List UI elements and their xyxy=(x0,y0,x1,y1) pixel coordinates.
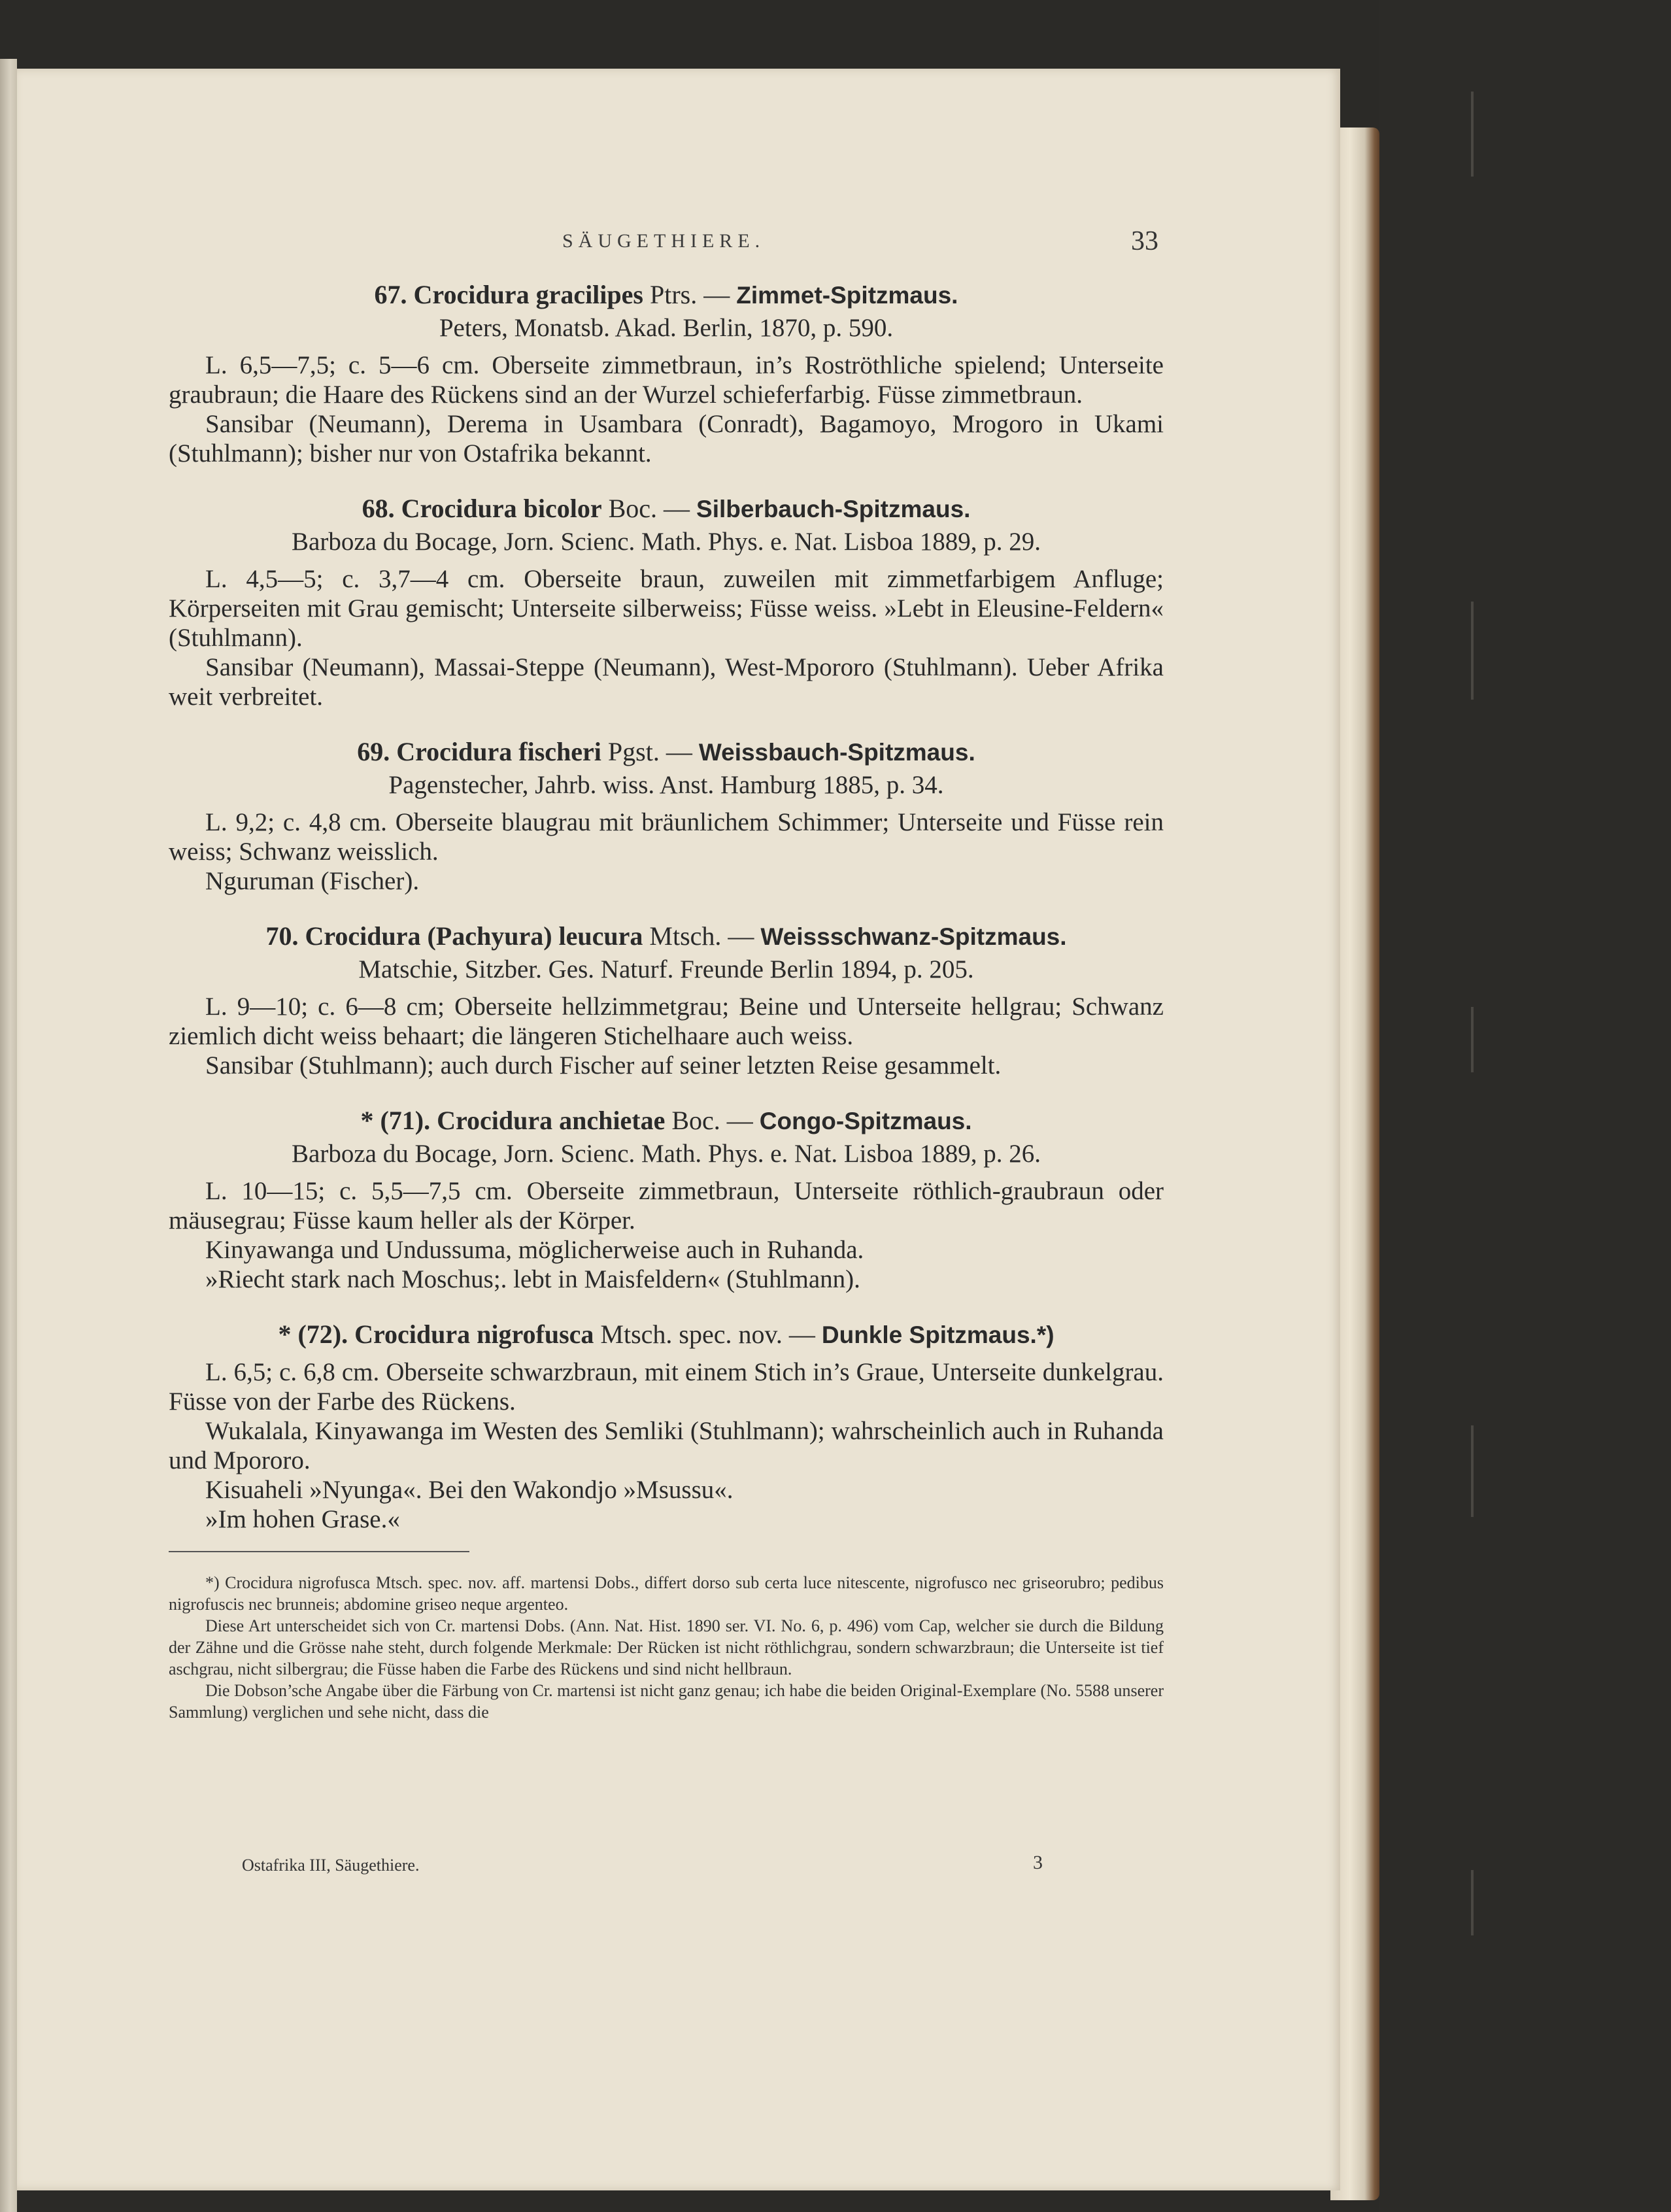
running-head: SÄUGETHIERE. xyxy=(562,230,766,252)
entry-heading: * (72). Crocidura nigrofusca Mtsch. spec. nov. — Dunkle Spitzmaus.*) xyxy=(278,1319,1055,1349)
reference: Peters, Monatsb. Akad. Berlin, 1870, p. 590. xyxy=(439,314,894,342)
description: L. 9—10; c. 6—8 cm; Oberseite hellzimmetgrau; Beine und Unterseite hellgrau; Schwanz ziemlich dicht weiss behaart; die längeren Stichelhaare auch weiss. xyxy=(169,993,1164,1050)
author: Mtsch. spec. nov. xyxy=(600,1319,783,1349)
distribution: Sansibar (Stuhlmann); auch durch Fischer auf seiner letzten Reise gesammelt. xyxy=(205,1051,1002,1080)
author: Boc. xyxy=(608,494,658,523)
common-name: Silberbauch-Spitzmaus. xyxy=(696,496,971,522)
page-number: 33 xyxy=(1131,226,1158,256)
margin-mark xyxy=(1471,1870,1474,1935)
footnote: *) Crocidura nigrofusca Mtsch. spec. nov. aff. martensi Dobs., differt dorso sub certa luce nitescente, nigrofusco nec griseorubro; pedibus nigrofuscis nec brunneis; abdomine griseo neque argenteo. xyxy=(169,1573,1164,1614)
latin-name: Crocidura anchietae xyxy=(437,1106,666,1135)
entry-heading: 67. Crocidura gracilipes Ptrs. — Zimmet-Spitzmaus. xyxy=(374,280,958,309)
description: L. 6,5; c. 6,8 cm. Oberseite schwarzbraun, mit einem Stich in’s Graue, Unterseite dunkelgrau. Füsse von der Farbe des Rückens. xyxy=(169,1358,1164,1416)
common-name: Weissschwanz-Spitzmaus. xyxy=(760,923,1067,950)
signature-number: 3 xyxy=(1033,1852,1043,1873)
margin-mark xyxy=(1471,602,1474,700)
background xyxy=(1379,0,1671,2212)
description: L. 6,5—7,5; c. 5—6 cm. Oberseite zimmetbraun, in’s Roströthliche spielend; Unterseite graubraun; die Haare des Rückens sind an der Wurzel schieferfarbig. Füsse zimmetbraun. xyxy=(169,351,1164,409)
left-page-edge xyxy=(0,59,17,2212)
distribution: Sansibar (Neumann), Derema in Usambara (Conradt), Bagamoyo, Mrogoro in Ukami (Stuhlmann); bisher nur von Ostafrika bekannt. xyxy=(169,410,1164,468)
reference: Pagenstecher, Jahrb. wiss. Anst. Hamburg 1885, p. 34. xyxy=(388,771,944,799)
species-entry xyxy=(169,1318,1164,1534)
latin-name: Crocidura nigrofusca xyxy=(354,1319,594,1349)
margin-mark xyxy=(1471,1007,1474,1072)
latin-name: Crocidura gracilipes xyxy=(413,280,643,309)
entry-heading: 68. Crocidura bicolor Boc. — Silberbauch-Spitzmaus. xyxy=(362,494,971,523)
species-entry xyxy=(169,1104,1164,1294)
entry-number: 67. xyxy=(374,280,407,309)
footnote: Die Dobson’sche Angabe über die Färbung von Cr. martensi ist nicht ganz genau; ich habe die beiden Original-Exemplare (No. 5588 unserer Sammlung) verglichen und sehe nicht, dass die xyxy=(169,1681,1164,1722)
body-text xyxy=(169,278,1164,1723)
entry-number: 68. xyxy=(362,494,395,523)
entry-number: * (72). xyxy=(278,1319,348,1349)
distribution: Nguruman (Fischer). xyxy=(205,867,420,895)
common-name: Congo-Spitzmaus. xyxy=(759,1108,972,1134)
description: L. 10—15; c. 5,5—7,5 cm. Oberseite zimmetbraun, Unterseite röthlich-graubraun oder mäusegrau; Füsse kaum heller als der Körper. xyxy=(169,1177,1164,1234)
author: Boc. xyxy=(671,1106,720,1135)
author: Ptrs. xyxy=(649,280,698,309)
common-name: Zimmet-Spitzmaus. xyxy=(736,282,958,309)
species-entry xyxy=(169,492,1164,711)
latin-name: Crocidura fischeri xyxy=(396,737,601,766)
signature-line: Ostafrika III, Säugethiere. xyxy=(242,1856,420,1875)
margin-mark xyxy=(1471,1425,1474,1517)
species-entry xyxy=(169,919,1164,1080)
common-name: Dunkle Spitzmaus.*) xyxy=(821,1321,1055,1348)
entry-number: 69. xyxy=(357,737,390,766)
note: »Im hohen Grase.« xyxy=(205,1505,400,1533)
species-entry xyxy=(169,278,1164,468)
author: Mtsch. xyxy=(649,921,722,951)
reference: Matschie, Sitzber. Ges. Naturf. Freunde Berlin 1894, p. 205. xyxy=(358,955,974,983)
distribution: Kinyawanga und Undussuma, möglicherweise auch in Ruhanda. xyxy=(205,1236,864,1264)
native-names: Kisuaheli »Nyunga«. Bei den Wakondjo »Msussu«. xyxy=(205,1476,734,1504)
entry-heading: 70. Crocidura (Pachyura) leucura Mtsch. — Weissschwanz-Spitzmaus. xyxy=(265,921,1067,951)
footnote: Diese Art unterscheidet sich von Cr. martensi Dobs. (Ann. Nat. Hist. 1890 ser. VI. No. 6, p. 496) vom Cap, welcher sie durch die Bildung der Zähne und die Grösse nahe steht, durch folgende Merkmale: Der Rücken ist nicht röthlichgrau, sondern schwarzbraun; die Unterseite ist tief aschgrau, nicht silbergrau; die Füsse haben die Farbe des Rückens und sind nicht hellbraun. xyxy=(169,1616,1164,1678)
entry-number: 70. xyxy=(265,921,299,951)
entry-number: * (71). xyxy=(360,1106,431,1135)
description: L. 4,5—5; c. 3,7—4 cm. Oberseite braun, zuweilen mit zimmetfarbigem Anfluge; Körperseiten mit Grau gemischt; Unterseite silberweiss; Füsse weiss. »Lebt in Eleusine-Feldern« (Stuhlmann). xyxy=(169,565,1164,652)
entry-heading: * (71). Crocidura anchietae Boc. — Congo-Spitzmaus. xyxy=(360,1106,972,1135)
author: Pgst. xyxy=(607,737,660,766)
note: »Riecht stark nach Moschus;. lebt in Maisfeldern« (Stuhlmann). xyxy=(205,1265,860,1293)
footnote-rule xyxy=(169,1551,469,1552)
reference: Barboza du Bocage, Jorn. Scienc. Math. Phys. e. Nat. Lisboa 1889, p. 29. xyxy=(292,528,1041,556)
species-entry xyxy=(169,735,1164,896)
common-name: Weissbauch-Spitzmaus. xyxy=(698,739,975,766)
reference: Barboza du Bocage, Jorn. Scienc. Math. Phys. e. Nat. Lisboa 1889, p. 26. xyxy=(292,1140,1041,1168)
latin-name: Crocidura bicolor xyxy=(401,494,602,523)
distribution: Sansibar (Neumann), Massai-Steppe (Neumann), West-Mpororo (Stuhlmann). Ueber Afrika weit verbreitet. xyxy=(169,653,1164,711)
entry-heading: 69. Crocidura fischeri Pgst. — Weissbauch-Spitzmaus. xyxy=(357,737,975,766)
margin-mark xyxy=(1471,92,1474,177)
distribution: Wukalala, Kinyawanga im Westen des Semliki (Stuhlmann); wahrscheinlich auch in Ruhanda und Mpororo. xyxy=(169,1417,1164,1474)
description: L. 9,2; c. 4,8 cm. Oberseite blaugrau mit bräunlichem Schimmer; Unterseite und Füsse rein weiss; Schwanz weisslich. xyxy=(169,808,1164,866)
latin-name: Crocidura (Pachyura) leucura xyxy=(305,921,643,951)
